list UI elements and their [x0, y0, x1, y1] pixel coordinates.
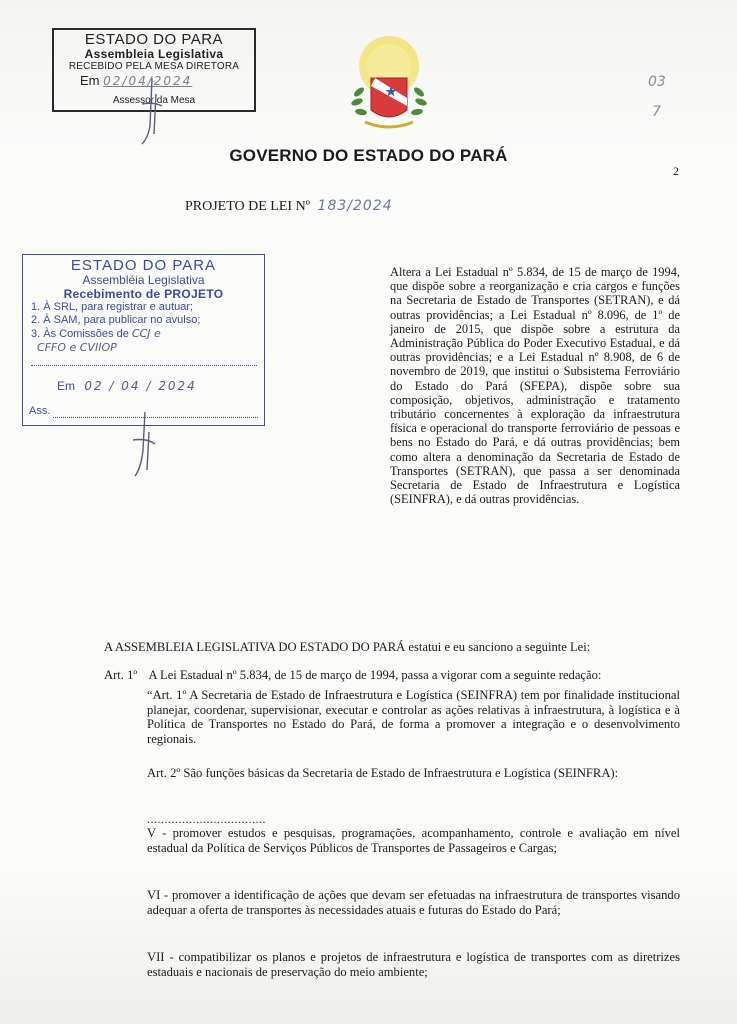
article-1 [104, 668, 684, 683]
quoted-article-2: Art. 2º São funções básicas da Secretaria de Estado de Infraestrutura e Logística (SEINFRA): [147, 766, 619, 780]
stamp1-signature [138, 76, 168, 146]
bill-summary: Altera a Lei Estadual nº 5.834, de 15 de março de 1994, que dispõe sobre a reorganização e cria cargos e funções na Secretaria de Estado de Transportes (SETRAN), e dá outras providências; a Lei Estadual nº 8.096, de 1º de janeiro de 2015, que dispõe sobre a estrutura da Administração Pública do Poder Executivo Estadual, e dá outras providências; e a Lei Estadual nº 8.908, de 6 de novembro de 2019, que institui o Subsistema Ferroviário do Estado do Pará (SFEPA), dispõe sobre sua composição, objetivos, administração e tratamento tributário concernentes à exploração da infraestrutura física e operacional do transporte ferroviário de pessoas e bens no Estado do Pará, e dá outras providências; bem como altera a denominação da Secretaria de Estado de Transportes (SETRAN), que passa a ser denominada Secretaria de Estado de Infraestrutura e Logística (SEINFRA), e dá outras providências. [390, 265, 680, 507]
stamp-title: ESTADO DO PARA [84, 31, 224, 48]
stamp2-subtitle: Assembléia Legislativa [82, 273, 205, 287]
stamp2-receipt-label: Recebimento de PROJETO [63, 287, 224, 301]
stamp2-date-line [57, 379, 197, 393]
stamp2-item-3 [23, 327, 264, 341]
article-1-text: A Lei Estadual nº 5.834, de 15 de março de 1994, passa a vigorar com a seguinte redação: [148, 668, 602, 682]
enactment-clause: A ASSEMBLEIA LEGISLATIVA DO ESTADO DO PARÁ estatui e eu sanciono a seguinte Lei: [104, 640, 591, 654]
government-title: GOVERNO DO ESTADO DO PARÁ [229, 146, 508, 165]
stamp2-item-1: 1. À SRL, para registrar e autuar; [31, 301, 194, 313]
item-vi: VI - promover a identificação de ações que devam ser efetuadas na infraestrutura de transportes visando adequar a oferta de transportes às necessidades atuais e futuras do Estado do Pará; [147, 888, 680, 917]
stamp2-title: ESTADO DO PARA [70, 257, 217, 274]
margin-handwriting-2: 7 [652, 104, 661, 120]
bill-number-line [185, 198, 393, 215]
project-receipt-stamp [22, 254, 265, 426]
stamp-received-line: RECEBIDO PELA MESA DIRETORA [68, 61, 240, 72]
page-number: 2 [673, 164, 679, 178]
state-coat-of-arms [345, 30, 433, 132]
article-1-label: Art. 1º [104, 668, 138, 682]
omission-dots: .................................. [147, 812, 266, 826]
item-v: V - promover estudos e pesquisas, programações, acompanhamento, controle e avaliação em nível estadual da Política de Serviços Públicos de Transportes de Passageiros e Cargas; [147, 826, 680, 855]
bill-label: PROJETO DE LEI Nº [185, 199, 311, 214]
item-vii: VII - compatibilizar os planos e projetos de infraestrutura e logística de transportes com as diretrizes estaduais e nacionais de preservação do meio ambiente; [147, 950, 680, 979]
stamp-subtitle: Assembleia Legislativa [84, 47, 224, 61]
stamp-date-handwritten: 02/04/2024 [103, 74, 193, 88]
stamp2-em-label: Em [57, 379, 75, 393]
margin-handwriting: 03 [648, 74, 666, 90]
stamp-em-label: Em [80, 73, 100, 88]
handwritten-signature [125, 410, 165, 480]
flag-shield [371, 78, 407, 117]
stamp2-committees-handwritten: CFFO e CVIIOP [37, 341, 117, 354]
stamp-assessor: Assessor da Mesa [112, 95, 196, 106]
quoted-article-1: “Art. 1º A Secretaria de Estado de Infraestrutura e Logística (SEINFRA) tem por finalidade institucional planejar, coordenar, supervisionar, executar e controlar as ações relativas à infraestrutura, à logística e à Política de Transportes no Estado do Pará, de forma a promover a integração e o desenvolvimento regionais. [147, 688, 680, 746]
stamp2-ass-label: Ass. [29, 405, 51, 417]
stamp2-item-2: 2. À SAM, para publicar no avulso; [31, 314, 201, 326]
stamp2-rule [31, 365, 257, 366]
bill-number-handwritten: 183/2024 [317, 198, 393, 214]
stamp2-date-handwritten: 02 / 04 / 2024 [84, 379, 197, 393]
stamp2-item-3-label: 3. Às Comissões de [31, 328, 129, 340]
stamp2-item-3-handwritten: CCJ e [131, 327, 161, 340]
stamp2-item-3-cont [23, 341, 264, 355]
